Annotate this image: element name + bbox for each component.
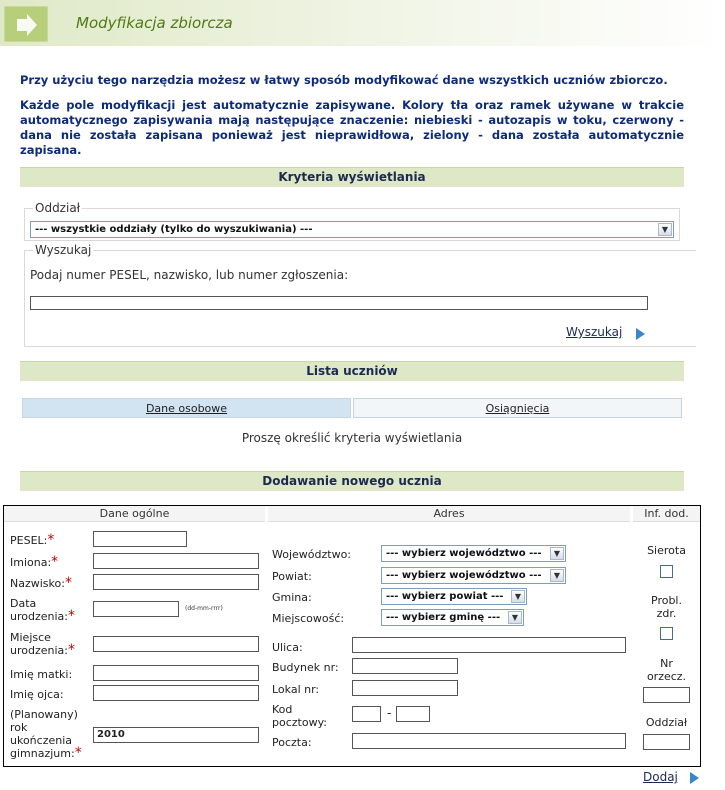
header-arrow-icon	[4, 6, 48, 42]
data-urodzenia-label: Data urodzenia:*	[10, 597, 75, 624]
imie-ojca-input[interactable]	[93, 685, 259, 701]
lokal-input[interactable]	[352, 680, 458, 696]
poczta-label: Poczta:	[272, 736, 312, 749]
intro-text: Przy użyciu tego narzędzia możesz w łatwy sposób modyfikować dane wszystkich uczniów zbiorczo.	[20, 73, 668, 87]
lokal-label: Lokal nr:	[272, 683, 320, 696]
wojewodztwo-label: Województwo:	[272, 548, 352, 561]
imie-ojca-label: Imię ojca:	[10, 688, 64, 701]
tab-dane-osobowe[interactable]: Dane osobowe	[22, 398, 351, 418]
required-icon: *	[51, 554, 59, 570]
imiona-label: Imiona:*	[10, 554, 59, 570]
gmina-label: Gmina:	[272, 591, 312, 604]
wojewodztwo-select[interactable]: --- wybierz województwo --- ▼	[381, 545, 566, 562]
criteria-section-header: Kryteria wyświetlania	[20, 167, 684, 187]
pesel-label: PESEL:*	[10, 532, 55, 548]
nazwisko-label: Nazwisko:*	[10, 575, 72, 591]
miejsce-urodzenia-label: Miejsce urodzenia:*	[10, 631, 75, 658]
powiat-select[interactable]: --- wybierz województwo --- ▼	[381, 567, 566, 584]
kod-dash: -	[387, 706, 392, 720]
address-column-header: Adres	[268, 506, 630, 522]
oddzial-legend: Oddział	[35, 201, 81, 215]
rok-ukonczenia-label: (Planowany) rok ukończenia gimnazjum:*	[10, 708, 82, 761]
miejscowosc-select[interactable]: --- wybierz gminę --- ▼	[381, 609, 524, 626]
ulica-label: Ulica:	[272, 641, 303, 654]
search-input[interactable]	[30, 296, 648, 310]
nazwisko-input[interactable]	[93, 574, 259, 590]
date-format-hint: (dd-mm-rrrr)	[185, 605, 223, 612]
miejscowosc-label: Miejscowość:	[272, 612, 345, 625]
list-empty-message: Proszę określić kryteria wyświetlania	[241, 431, 463, 445]
tab-osiagniecia[interactable]: Osiągnięcia	[353, 398, 682, 418]
chevron-down-icon: ▼	[550, 569, 564, 582]
imie-matki-input[interactable]	[93, 665, 259, 681]
general-column-header: Dane ogólne	[4, 506, 265, 522]
required-icon: *	[67, 608, 75, 624]
list-section-header: Lista uczniów	[20, 361, 684, 381]
chevron-down-icon: ▼	[658, 223, 672, 236]
oddzial-label: Oddział	[645, 716, 688, 729]
poczta-input[interactable]	[352, 733, 626, 749]
play-arrow-icon[interactable]	[636, 328, 645, 340]
wyszukaj-legend: Wyszukaj	[35, 243, 92, 257]
chevron-down-icon: ▼	[550, 547, 564, 560]
sierota-label: Sierota	[647, 544, 686, 557]
add-link[interactable]: Dodaj	[643, 770, 678, 784]
data-urodzenia-input[interactable]	[93, 601, 179, 617]
imie-matki-label: Imię matki:	[10, 668, 73, 681]
pesel-input[interactable]	[93, 531, 187, 547]
kod-pocztowy-label: Kod pocztowy:	[272, 703, 327, 729]
page-title: Modyfikacja zbiorcza	[76, 14, 233, 32]
gmina-select[interactable]: --- wybierz powiat --- ▼	[381, 588, 527, 605]
nr-orzecz-label: Nr orzecz.	[646, 657, 687, 683]
required-icon: *	[67, 642, 75, 658]
budynek-label: Budynek nr:	[272, 661, 339, 674]
required-icon: *	[64, 575, 72, 591]
miejsce-urodzenia-input[interactable]	[93, 636, 259, 652]
chevron-down-icon: ▼	[511, 590, 525, 603]
required-icon: *	[74, 745, 82, 761]
play-arrow-icon[interactable]	[690, 772, 699, 784]
search-prompt: Podaj numer PESEL, nazwisko, lub numer zgłoszenia:	[30, 268, 349, 282]
kod-pocztowy-part2-input[interactable]	[396, 706, 430, 722]
budynek-input[interactable]	[352, 658, 458, 674]
probl-zdr-label: Probl. zdr.	[651, 594, 682, 620]
powiat-label: Powiat:	[272, 570, 312, 583]
info-column-header: Inf. dod.	[633, 506, 700, 522]
ulica-input[interactable]	[352, 637, 626, 653]
nr-orzecz-input[interactable]	[643, 687, 690, 703]
kod-pocztowy-part1-input[interactable]	[352, 706, 381, 722]
oddzial-select[interactable]	[30, 221, 674, 238]
search-link[interactable]: Wyszukaj	[566, 325, 623, 339]
rok-ukonczenia-input[interactable]: 2010	[93, 727, 259, 743]
add-section-header: Dodawanie nowego ucznia	[20, 471, 684, 491]
oddzial-select-value: --- wszystkie oddziały (tylko do wyszukiwania) ---	[35, 224, 313, 235]
required-icon: *	[47, 532, 55, 548]
probl-zdr-checkbox[interactable]	[660, 627, 673, 640]
chevron-down-icon: ▼	[508, 611, 522, 624]
oddzial-input[interactable]	[643, 734, 690, 750]
imiona-input[interactable]	[93, 553, 259, 569]
autosave-info: Każde pole modyfikacji jest automatycznie zapisywane. Kolory tła oraz ramek używane w trakcie automatycznego zapisywania mają następujące znaczenie: niebieski - autozapis w toku, czerwony - dana nie została zapisana ponieważ jest nieprawidłowa, zielony - dana została automatycznie zapisana.	[20, 98, 684, 157]
sierota-checkbox[interactable]	[660, 565, 673, 578]
